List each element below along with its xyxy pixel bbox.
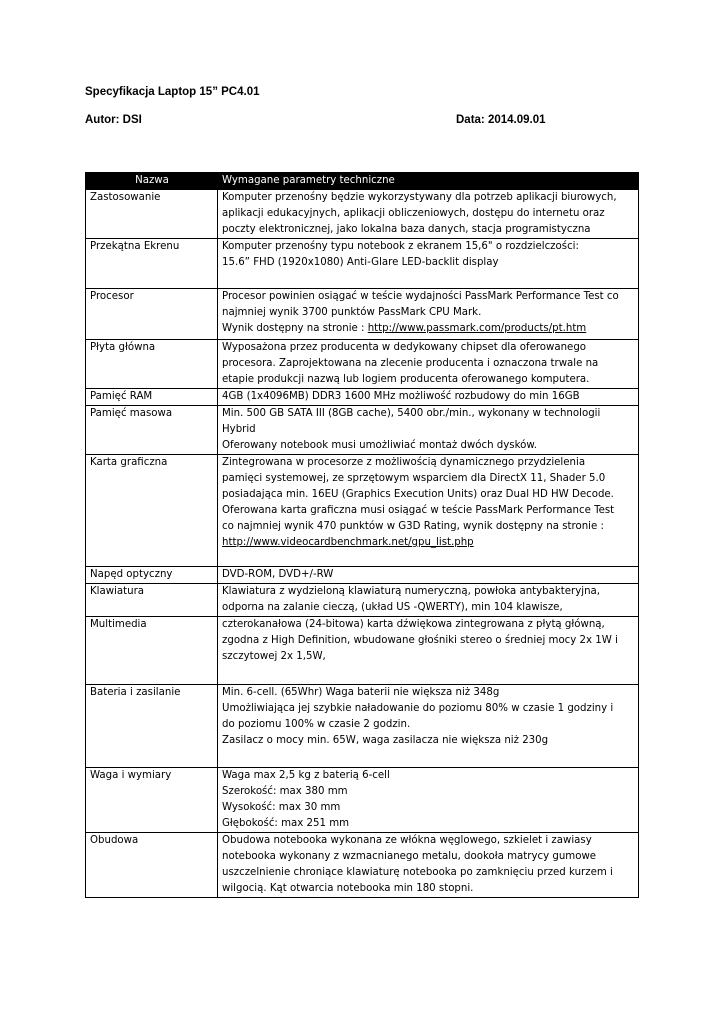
value-line: posiadająca min. 16EU (Graphics Execution Units) oraz Dual HD HW Decode.: [222, 489, 614, 500]
value-line: najmniej wynik 3700 punktów PassMark CPU Mark.: [222, 307, 482, 318]
row-name: Bateria i zasilanie: [86, 685, 218, 768]
row-value: [218, 685, 639, 768]
value-line: zgodna z High Definition, wbudowane głośniki stereo o średniej mocy 2x 1W i: [222, 635, 618, 646]
document-title: Specyfikacja Laptop 15” PC4.01: [85, 86, 260, 98]
value-line: Oferowany notebook musi umożliwiać montaż dwóch dysków.: [222, 440, 537, 451]
value-line: uszczelnienie chroniące klawiaturę notebooka po zamknięciu przed kurzem i: [222, 867, 613, 878]
value-line: Zintegrowana w procesorze z możliwością dynamicznego przydzielenia: [222, 457, 586, 468]
value-line: co najmniej wynik 470 punktów w G3D Rating, wynik dostępny na stronie :: [222, 521, 604, 532]
row-value: [218, 340, 639, 389]
value-line: 15.6” FHD (1920x1080) Anti-Glare LED-backlit display: [222, 257, 499, 268]
table-row: [86, 584, 639, 617]
value-line: aplikacji edukacyjnych, aplikacji obliczeniowych, dostępu do internetu oraz: [222, 208, 605, 219]
row-name: Klawiatura: [86, 584, 218, 617]
value-line: Umożliwiająca jej szybkie naładowanie do poziomu 80% w czasie 1 godziny i: [222, 703, 614, 714]
header-name: Nazwa: [86, 173, 218, 190]
row-value: [218, 833, 639, 898]
table-row: [86, 685, 639, 768]
value-line: Komputer przenośny będzie wykorzystywany dla potrzeb aplikacji biurowych,: [222, 192, 617, 203]
value-line: szczytowej 2x 1,5W,: [222, 651, 326, 662]
row-value: [218, 768, 639, 833]
value-line: Wysokość: max 30 mm: [222, 802, 341, 813]
header-parameters: Wymagane parametry techniczne: [218, 173, 639, 190]
value-line: czterokanałowa (24-bitowa) karta dźwiękowa zintegrowana z płytą główną,: [222, 619, 605, 630]
row-value: [218, 567, 639, 584]
table-row: [86, 833, 639, 898]
value-line: Min. 500 GB SATA III (8GB cache), 5400 obr./min., wykonany w technologii: [222, 408, 601, 419]
row-value: [218, 584, 639, 617]
table-row: [86, 455, 639, 567]
row-name: Płyta główna: [86, 340, 218, 389]
value-line: do poziomu 100% w czasie 2 godzin.: [222, 719, 411, 730]
table-header-row: [86, 173, 639, 190]
table-row: [86, 567, 639, 584]
row-value: [218, 389, 639, 406]
table-row: [86, 289, 639, 340]
value-line: odporna na zalanie cieczą, (układ US -QWERTY), min 104 klawisze,: [222, 602, 563, 613]
value-line: Oferowana karta graficzna musi osiągać w teście PassMark Performance Test: [222, 505, 615, 516]
value-line: pamięci systemowej, ze sprzętowym wsparciem dla DirectX 11, Shader 5.0: [222, 473, 606, 484]
value-line: Hybrid: [222, 424, 256, 435]
value-line: Komputer przenośny typu notebook z ekranem 15,6" o rozdzielczości:: [222, 241, 579, 252]
value-line: Głębokość: max 251 mm: [222, 818, 350, 829]
table-row: [86, 406, 639, 455]
specification-table: [85, 172, 639, 898]
row-name: Zastosowanie: [86, 190, 218, 239]
row-value: [218, 239, 639, 289]
value-line: etapie produkcji nazwą lub logiem producenta oferowanego komputera.: [222, 374, 590, 385]
table-row: [86, 190, 639, 239]
value-line: Zasilacz o mocy min. 65W, waga zasilacza nie większa niż 230g: [222, 735, 549, 746]
value-line: notebooka wykonany z wzmacnianego metalu, dookoła matrycy gumowe: [222, 851, 597, 862]
value-line: Wyposażona przez producenta w dedykowany chipset dla oferowanego: [222, 342, 587, 353]
videocard-benchmark-link[interactable]: http://www.videocardbenchmark.net/gpu_list.php: [222, 537, 474, 548]
row-name: Procesor: [86, 289, 218, 340]
row-name: Karta graficzna: [86, 455, 218, 567]
row-value: [218, 617, 639, 685]
value-line: Wynik dostępny na stronie :: [222, 323, 368, 334]
row-value: [218, 289, 639, 340]
table-row: [86, 239, 639, 289]
value-line: wilgocią. Kąt otwarcia notebooka min 180 stopni.: [222, 883, 474, 894]
table-row: [86, 768, 639, 833]
date-label: Data: 2014.09.01: [456, 114, 546, 126]
table-row: [86, 389, 639, 406]
row-name: Pamięć RAM: [86, 389, 218, 406]
value-line: Procesor powinien osiągać w teście wydajności PassMark Performance Test co: [222, 291, 619, 302]
value-line: Szerokość: max 380 mm: [222, 786, 348, 797]
value-line: Waga max 2,5 kg z baterią 6-cell: [222, 770, 390, 781]
value-line: Klawiatura z wydzieloną klawiaturą numeryczną, powłoka antybakteryjna,: [222, 586, 601, 597]
value-line: Obudowa notebooka wykonana ze włókna węglowego, szkielet i zawiasy: [222, 835, 592, 846]
value-line: procesora. Zaprojektowana na zlecenie producenta i oznaczona trwale na: [222, 358, 599, 369]
row-name: Pamięć masowa: [86, 406, 218, 455]
table-row: [86, 340, 639, 389]
row-name: Multimedia: [86, 617, 218, 685]
value-line: Min. 6-cell. (65Whr) Waga baterii nie większa niż 348g: [222, 687, 500, 698]
author-label: Autor: DSI: [85, 114, 142, 126]
table-row: [86, 617, 639, 685]
row-name: Waga i wymiary: [86, 768, 218, 833]
row-value: [218, 190, 639, 239]
value-line: 4GB (1x4096MB) DDR3 1600 MHz możliwość rozbudowy do min 16GB: [222, 391, 580, 402]
row-value: [218, 406, 639, 455]
row-name: Obudowa: [86, 833, 218, 898]
passmark-link[interactable]: http://www.passmark.com/products/pt.htm: [367, 323, 587, 334]
value-line: poczty elektronicznej, jako lokalna baza danych, stacja programistyczna: [222, 224, 591, 235]
row-value: [218, 455, 639, 567]
row-name: Przekątna Ekrenu: [86, 239, 218, 289]
row-name: Napęd optyczny: [86, 567, 218, 584]
value-line: DVD-ROM, DVD+/-RW: [222, 569, 334, 580]
